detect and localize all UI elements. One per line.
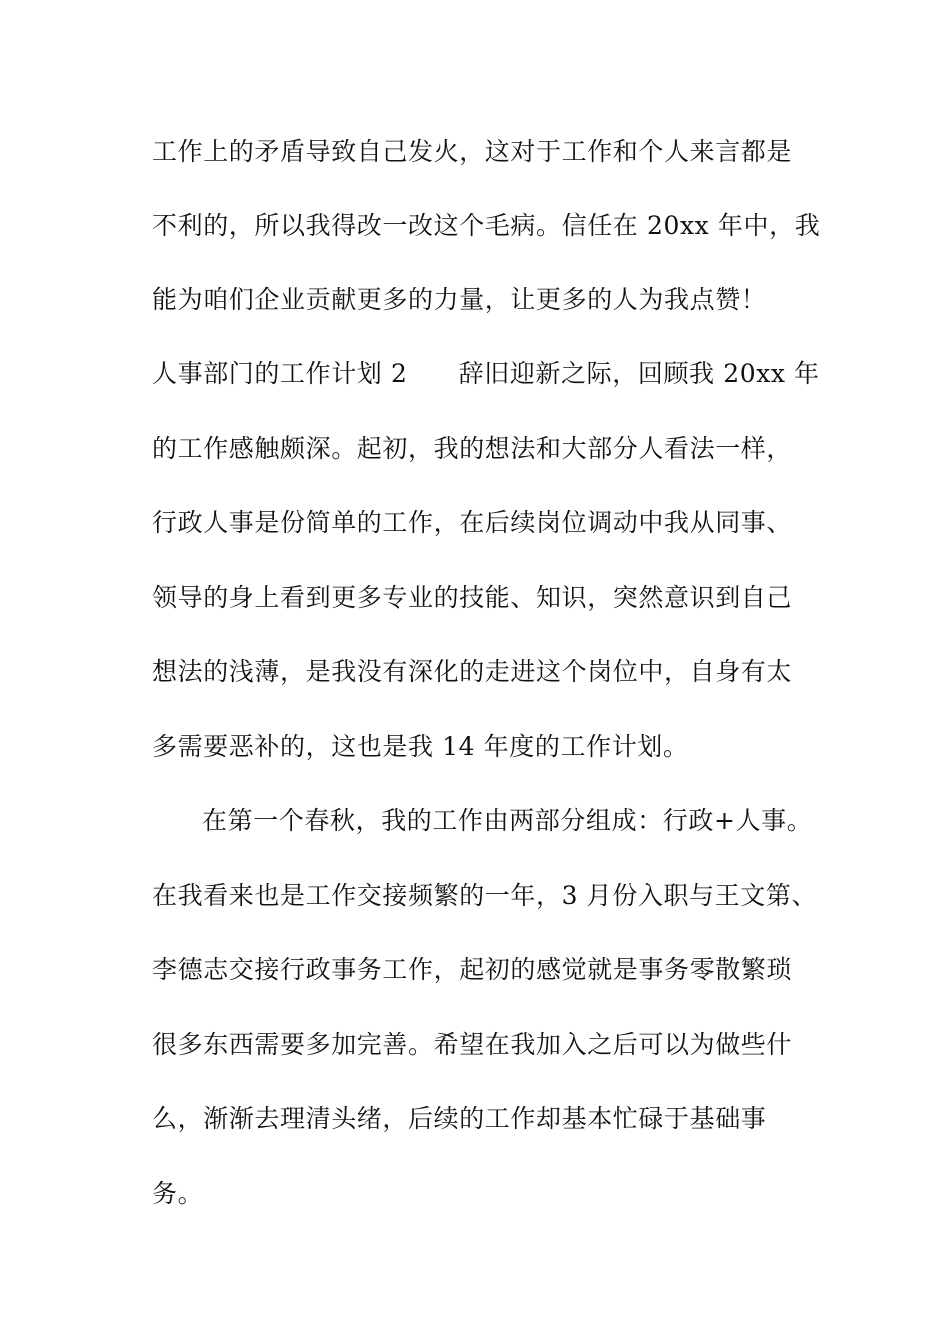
text-line: 么，渐渐去理清头绪，后续的工作却基本忙碌于基础事	[152, 1104, 767, 1133]
text-line: 工作上的矛盾导致自己发火，这对于工作和个人来言都是	[152, 137, 793, 166]
text-line: 领导的身上看到更多专业的技能、知识，突然意识到自己	[152, 583, 793, 612]
section-heading-line: 人事部门的工作计划 2 辞旧迎新之际，回顾我 20xx 年	[152, 359, 820, 388]
text-line: 能为咱们企业贡献更多的力量，让更多的人为我点赞！	[152, 285, 767, 314]
text-line: 李德志交接行政事务工作，起初的感觉就是事务零散繁琐	[152, 955, 793, 984]
text-line: 多需要恶补的，这也是我 14 年度的工作计划。	[152, 732, 689, 761]
text-line: 想法的浅薄，是我没有深化的走进这个岗位中，自身有太	[152, 657, 793, 686]
text-line: 不利的，所以我得改一改这个毛病。信任在 20xx 年中，我	[152, 211, 821, 240]
text-line: 很多东西需要多加完善。希望在我加入之后可以为做些什	[152, 1030, 793, 1059]
text-line: 在我看来也是工作交接频繁的一年，3 月份入职与王文第、	[152, 881, 818, 910]
text-line: 务。	[152, 1179, 204, 1208]
paragraph-start-line: 在第一个春秋，我的工作由两部分组成：行政+人事。	[202, 806, 813, 835]
text-line: 行政人事是份简单的工作，在后续岗位调动中我从同事、	[152, 508, 793, 537]
text-line: 的工作感触颇深。起初，我的想法和大部分人看法一样，	[152, 434, 793, 463]
